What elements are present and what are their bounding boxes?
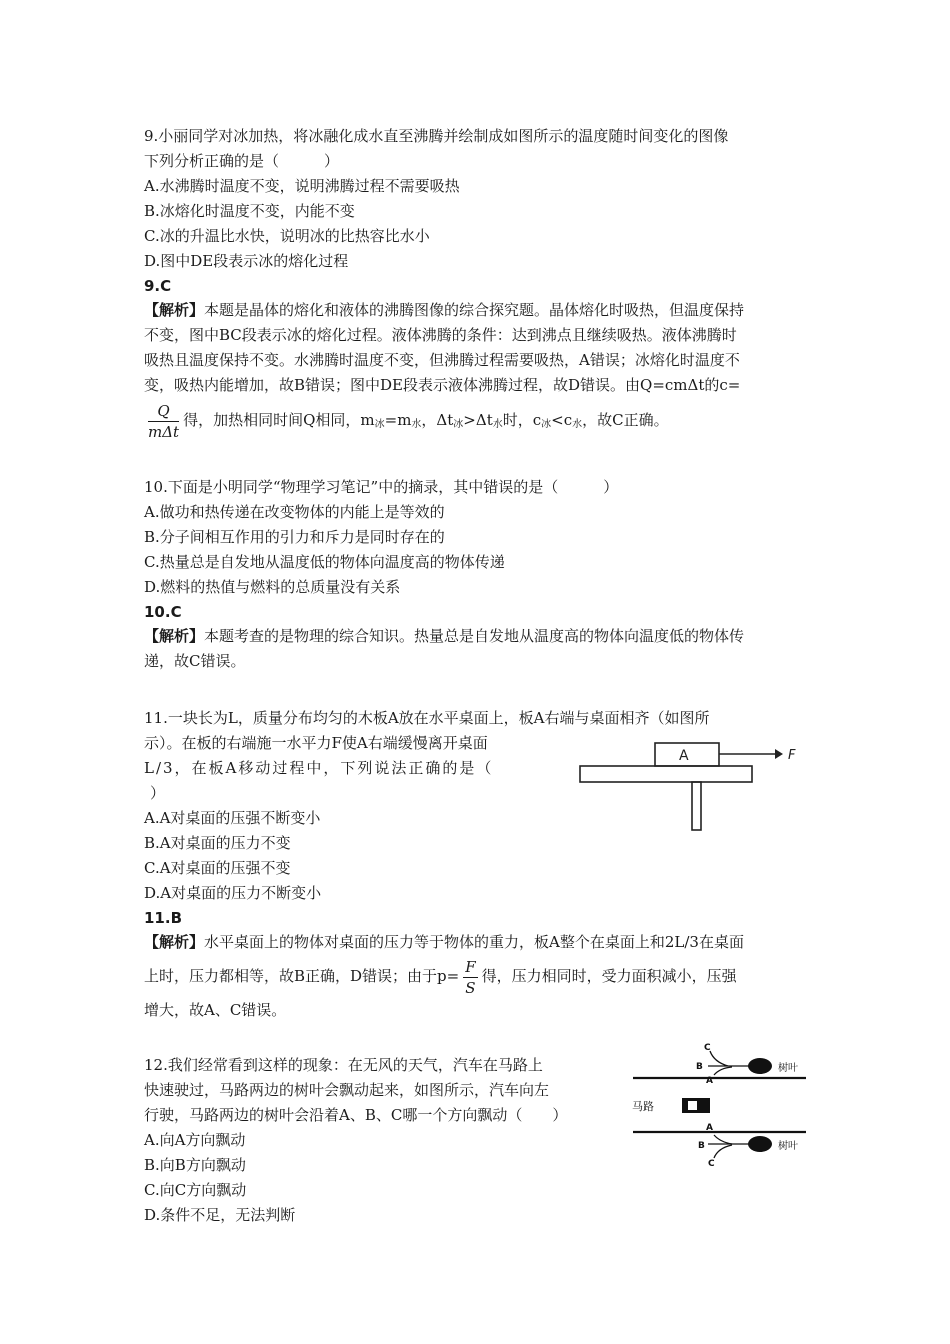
q11-answer: 11.B: [144, 909, 183, 927]
q9-when: 时，c: [502, 411, 542, 429]
q11-analysis-tag: 【解析】: [144, 933, 205, 951]
q11-analysis-text-2b: 得，压力相同时，受力面积减小，压强: [481, 967, 737, 985]
road-label: 马路: [632, 1100, 654, 1113]
q9-analysis-line-3: 吸热且温度保持不变。水沸腾时温度不变，但沸腾过程需要吸热，A错误；冰熔化时温度不: [144, 351, 740, 369]
q10-option-b: B.分子间相互作用的引力和斥力是同时存在的: [144, 528, 445, 546]
bottom-dir-a: A: [706, 1123, 713, 1133]
q12-stem-line-3: 行驶，马路两边的树叶会沿着A、B、C哪一个方向飘动（ ）: [144, 1105, 568, 1124]
car-window-icon: [688, 1101, 697, 1110]
q12-option-b: B.向B方向飘动: [144, 1155, 246, 1174]
q9-option-d: D.图中DE段表示冰的熔化过程: [144, 252, 349, 270]
q11-option-d: D.A对桌面的压力不断变小: [144, 884, 322, 902]
q9-analysis-line-5: [144, 400, 808, 445]
q9-sub-water-3: 水: [572, 419, 583, 430]
q10-answer: 10.C: [144, 603, 182, 621]
q9-option-b: B.冰熔化时温度不变，内能不变: [144, 202, 355, 220]
bottom-leaf-label: 树叶: [778, 1141, 798, 1152]
force-arrow-head: [775, 749, 783, 759]
q9-sub-water-1: 水: [411, 419, 422, 430]
q10-analysis-line-2: 递，故C错误。: [144, 652, 246, 670]
top-leaf-label: 树叶: [778, 1063, 798, 1074]
q9-option-a: A.水沸腾时温度不变，说明沸腾过程不需要吸热: [144, 177, 460, 195]
q9-sub-ice-3: 冰: [541, 419, 552, 430]
q11-board-table-figure: [575, 738, 805, 833]
q9-analysis-tag: 【解析】: [144, 301, 205, 319]
q11-analysis-line-3: 增大，故A、C错误。: [144, 1000, 287, 1019]
q11-fraction-numerator: F: [465, 957, 476, 976]
q9-fraction-numerator: Q: [148, 401, 179, 422]
q12-option-c: C.向C方向飘动: [144, 1180, 247, 1199]
q11-fraction: [463, 957, 477, 998]
q9-analysis-line-1: [144, 298, 808, 323]
q12-stem-line-2: 快速驶过，马路两边的树叶会飘动起来，如图所示，汽车向左: [144, 1080, 550, 1099]
q11-option-a: A.A对桌面的压强不断变小: [144, 809, 321, 827]
q9-sub-ice-1: 冰: [374, 419, 385, 430]
q9-analysis-text-5a: 得，加热相同时间Q相同，m: [183, 411, 375, 429]
top-dir-a: A: [706, 1076, 713, 1086]
q10-analysis-line-1: [144, 624, 808, 649]
q9-gt: >Δt: [463, 411, 493, 429]
q11-analysis-line-2: [144, 955, 808, 998]
q11-stem-line-2: 示）。在板的右端施一水平力F使A右端缓慢离开桌面: [144, 734, 488, 752]
q9-analysis-text-1: 本题是晶体的熔化和液体的沸腾图像的综合探究题。晶体熔化时吸热，但温度保持: [204, 301, 745, 319]
bottom-dir-b: B: [698, 1141, 705, 1151]
top-dir-c: C: [704, 1043, 711, 1053]
top-leaf-icon: [748, 1058, 772, 1074]
q9-sub-ice-2: 冰: [453, 419, 464, 430]
q10-option-d: D.燃料的热值与燃料的总质量没有关系: [144, 578, 401, 596]
q10-stem: 10.下面是小明同学“物理学习笔记”中的摘录，其中错误的是（ ）: [144, 478, 619, 496]
q9-lt: <c: [551, 411, 573, 429]
q9-analysis-line-4: 变，吸热内能增加，故B错误；图中DE段表示液体沸腾过程，故D错误。由Q=cmΔt的c=: [144, 376, 741, 394]
q9-eq: =m: [384, 411, 412, 429]
q9-fraction-denominator: mΔt: [148, 422, 180, 441]
force-f-label: F: [788, 748, 796, 763]
q12-option-d: D.条件不足，无法判断: [144, 1205, 296, 1224]
q9-sep: ，Δt: [421, 411, 454, 429]
bottom-leaf-icon: [748, 1136, 772, 1152]
q10-option-a: A.做功和热传递在改变物体的内能上是等效的: [144, 503, 445, 521]
question-9: [144, 124, 808, 445]
board-a-label: A: [679, 748, 689, 764]
table-leg: [692, 782, 701, 830]
bottom-dir-c: C: [708, 1159, 715, 1169]
q11-analysis-line-1: [144, 930, 808, 955]
q10-analysis-text-1: 本题考查的是物理的综合知识。热量总是自发地从温度高的物体向温度低的物体传: [204, 627, 745, 645]
q11-stem-line-3: L/3，在板A移动过程中，下列说法正确的是（: [144, 759, 494, 777]
q9-stem-line-2: 下列分析正确的是（ ）: [144, 152, 340, 170]
q12-road-leaves-figure: [628, 1040, 808, 1172]
q11-analysis-text-2a: 上时，压力都相等，故B正确，D错误；由于p=: [144, 967, 460, 985]
top-arrow-c: [710, 1051, 728, 1066]
q10-option-c: C.热量总是自发地从温度低的物体向温度高的物体传递: [144, 553, 505, 571]
q9-fraction: [148, 401, 179, 442]
q9-end: ，故C正确。: [582, 411, 669, 429]
q9-analysis-line-2: 不变，图中BC段表示冰的熔化过程。液体沸腾的条件：达到沸点且继续吸热。液体沸腾时: [144, 326, 737, 344]
bottom-arrow-c: [714, 1145, 732, 1158]
q11-fraction-denominator: S: [465, 978, 476, 997]
top-arrow-a: [714, 1067, 732, 1075]
q9-answer: 9.C: [144, 277, 172, 295]
q12-stem-line-1: 12.我们经常看到这样的现象：在无风的天气，汽车在马路上: [144, 1055, 543, 1074]
q11-option-c: C.A对桌面的压强不变: [144, 859, 291, 877]
q10-analysis-tag: 【解析】: [144, 627, 205, 645]
q9-stem-line-1: 9.小丽同学对冰加热，将冰融化成水直至沸腾并绘制成如图所示的温度随时间变化的图像: [144, 127, 729, 145]
q11-option-b: B.A对桌面的压力不变: [144, 834, 291, 852]
table-top: [580, 766, 752, 782]
bottom-arrow-a: [714, 1135, 732, 1144]
q11-analysis-text-1: 水平桌面上的物体对桌面的压力等于物体的重力，板A整个在桌面上和2L/3在桌面: [204, 933, 744, 951]
q11-stem-line-4: ）: [150, 784, 166, 802]
question-10: [144, 475, 808, 674]
q12-option-a: A.向A方向飘动: [144, 1130, 246, 1149]
q11-stem-line-1: 11.一块长为L，质量分布均匀的木板A放在水平桌面上，板A右端与桌面相齐（如图所: [144, 709, 710, 727]
q9-option-c: C.冰的升温比水快，说明冰的比热容比水小: [144, 227, 430, 245]
q9-sub-water-2: 水: [492, 419, 503, 430]
top-dir-b: B: [696, 1062, 703, 1072]
